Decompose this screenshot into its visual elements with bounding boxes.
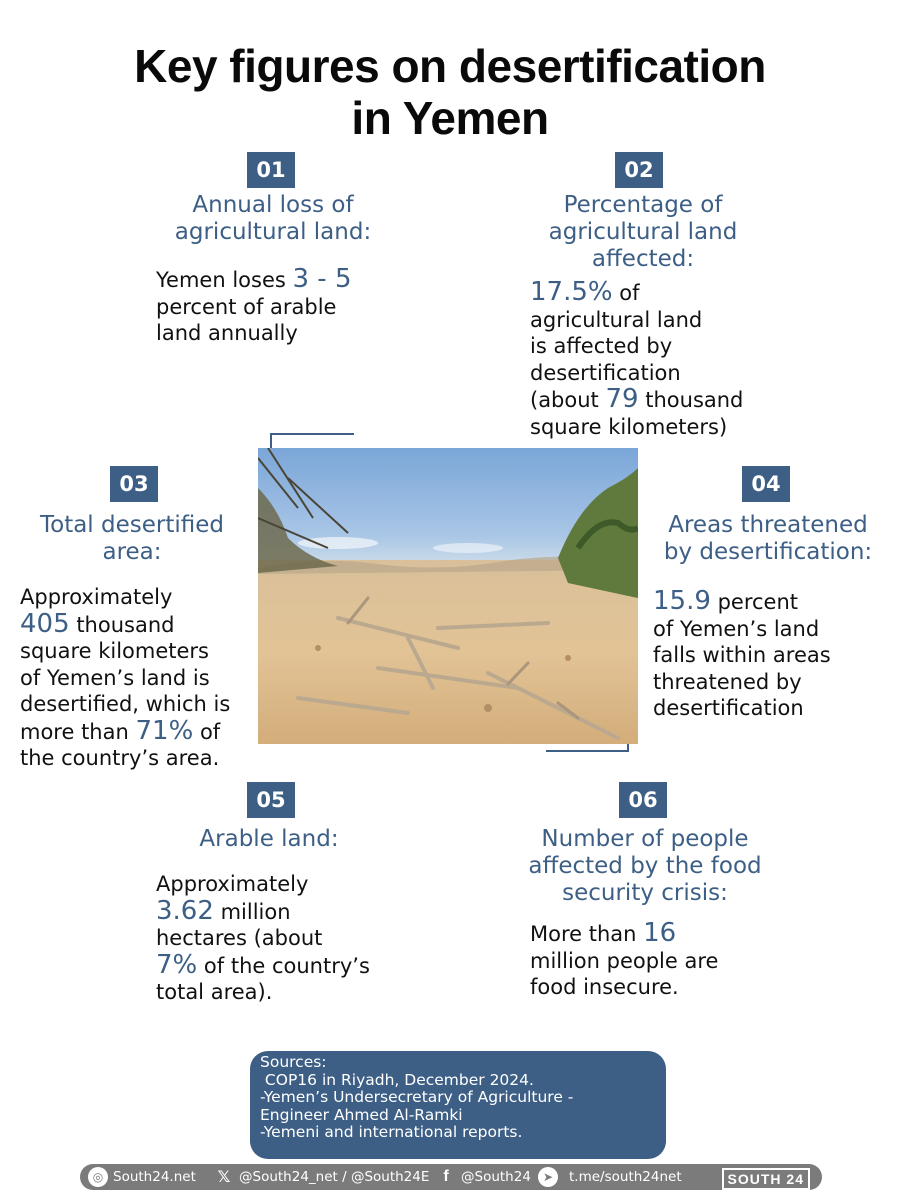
body-text: percent [710,590,798,614]
x-icon: 𝕏 [217,1167,231,1186]
body-text: is affected by [530,334,673,358]
page-title [0,40,900,144]
heading-line: Areas threatened [668,512,868,538]
item-heading-05 [129,826,409,853]
body-text: square kilometers) [530,414,728,439]
source-line: Engineer Ahmed Al-Ramki [260,1105,463,1124]
body-text: (about [530,388,606,412]
footer-facebook[interactable] [436,1164,531,1190]
item-heading-03 [0,512,272,566]
item-number-06: 06 [619,782,667,818]
body-text: of Yemen’s land [653,616,820,641]
heading-line: affected by the food [528,853,762,879]
heading-line: by desertification: [663,539,873,565]
body-text: thousand [69,612,175,637]
body-text: land annually [156,321,298,345]
sources-label: Sources: [260,1053,327,1071]
item-body-06 [530,920,718,1001]
item-number-04: 04 [742,466,790,502]
highlight-value: 405 [20,608,70,639]
item-body-02 [530,279,743,440]
title-line-1: Key figures on desertification [134,40,766,92]
body-text: food insecure. [530,975,679,999]
source-line: COP16 in Riyadh, December 2024. [260,1070,534,1089]
body-text: total area). [156,980,273,1004]
heading-line: area: [102,539,162,565]
body-text: More than [530,922,644,946]
footer-facebook-text[interactable]: @South24 [461,1169,531,1185]
footer-telegram-text[interactable]: t.me/south24net [569,1169,682,1185]
body-text: million [213,899,291,924]
body-text: more than [20,719,136,744]
body-text: square kilometers [20,639,209,663]
item-number-01: 01 [247,152,295,188]
body-text: Approximately [20,585,173,609]
item-number-03: 03 [110,466,158,502]
body-text: percent of arable [156,294,337,319]
item-body-03 [20,584,230,772]
body-text: of [193,719,221,744]
body-text: Yemen loses [156,268,293,292]
body-text: million people are [530,948,719,973]
footer-x-text[interactable]: @South24_net / @South24E [239,1169,430,1185]
body-text: of the country’s [197,953,370,978]
item-body-05 [156,871,370,1006]
heading-line: Percentage of [563,192,723,218]
item-heading-01 [133,192,413,246]
telegram-icon: ➤ [538,1167,558,1187]
facebook-icon: f [443,1168,449,1185]
item-heading-04 [636,512,900,566]
body-text: hectares (about [156,926,323,950]
highlight-value: 3.62 [156,895,214,926]
frame-line-top [270,433,354,435]
body-text: agricultural land [530,307,703,332]
heading-line: Number of people [541,826,749,852]
footer-telegram[interactable] [538,1164,682,1190]
footer-x[interactable] [214,1164,429,1190]
body-text: Approximately [156,872,309,896]
body-text: of [612,281,640,305]
source-line: -Yemeni and international reports. [260,1123,523,1141]
footer-bar [80,1164,822,1190]
desert-scene-image [258,448,638,744]
heading-line: agricultural land [548,219,738,245]
item-heading-06 [495,826,795,907]
highlight-value: 15.9 [653,586,711,616]
heading-line: Arable land: [199,826,339,852]
globe-icon: ◎ [88,1167,108,1187]
body-text: thousand [638,388,744,412]
frame-line-bottom [546,750,629,752]
heading-line: Annual loss of [192,192,354,218]
highlight-value: 7% [156,949,198,980]
source-line: -Yemen’s Undersecretary of Agriculture - [260,1088,574,1106]
heading-line: agricultural land: [174,219,372,245]
footer-website-text[interactable]: South24.net [113,1169,196,1185]
sources-box [250,1051,666,1159]
title-line-2: in Yemen [351,92,549,144]
desert-photo [258,448,638,744]
highlight-value: 3 - 5 [292,264,352,294]
highlight-value: 16 [643,918,677,948]
heading-line: security crisis: [562,880,728,906]
highlight-value: 17.5% [530,277,613,307]
item-body-04 [653,588,831,722]
body-text: desertification [653,696,804,720]
body-text: of Yemen’s land is [20,665,210,690]
body-text: threatened by [653,669,802,694]
south24-logo: SOUTH 24 [722,1168,810,1190]
heading-line: affected: [591,246,695,272]
item-heading-02 [503,192,783,273]
body-text: desertification [530,360,681,385]
body-text: falls within areas [653,643,831,667]
item-number-05: 05 [247,782,295,818]
footer-website[interactable] [88,1164,196,1190]
highlight-value: 71% [135,715,194,746]
item-body-01 [156,266,351,347]
heading-line: Total desertified [39,512,224,538]
item-number-02: 02 [615,152,663,188]
body-text: the country’s area. [20,746,220,770]
body-text: desertified, which is [20,692,231,716]
highlight-value: 79 [605,384,639,414]
